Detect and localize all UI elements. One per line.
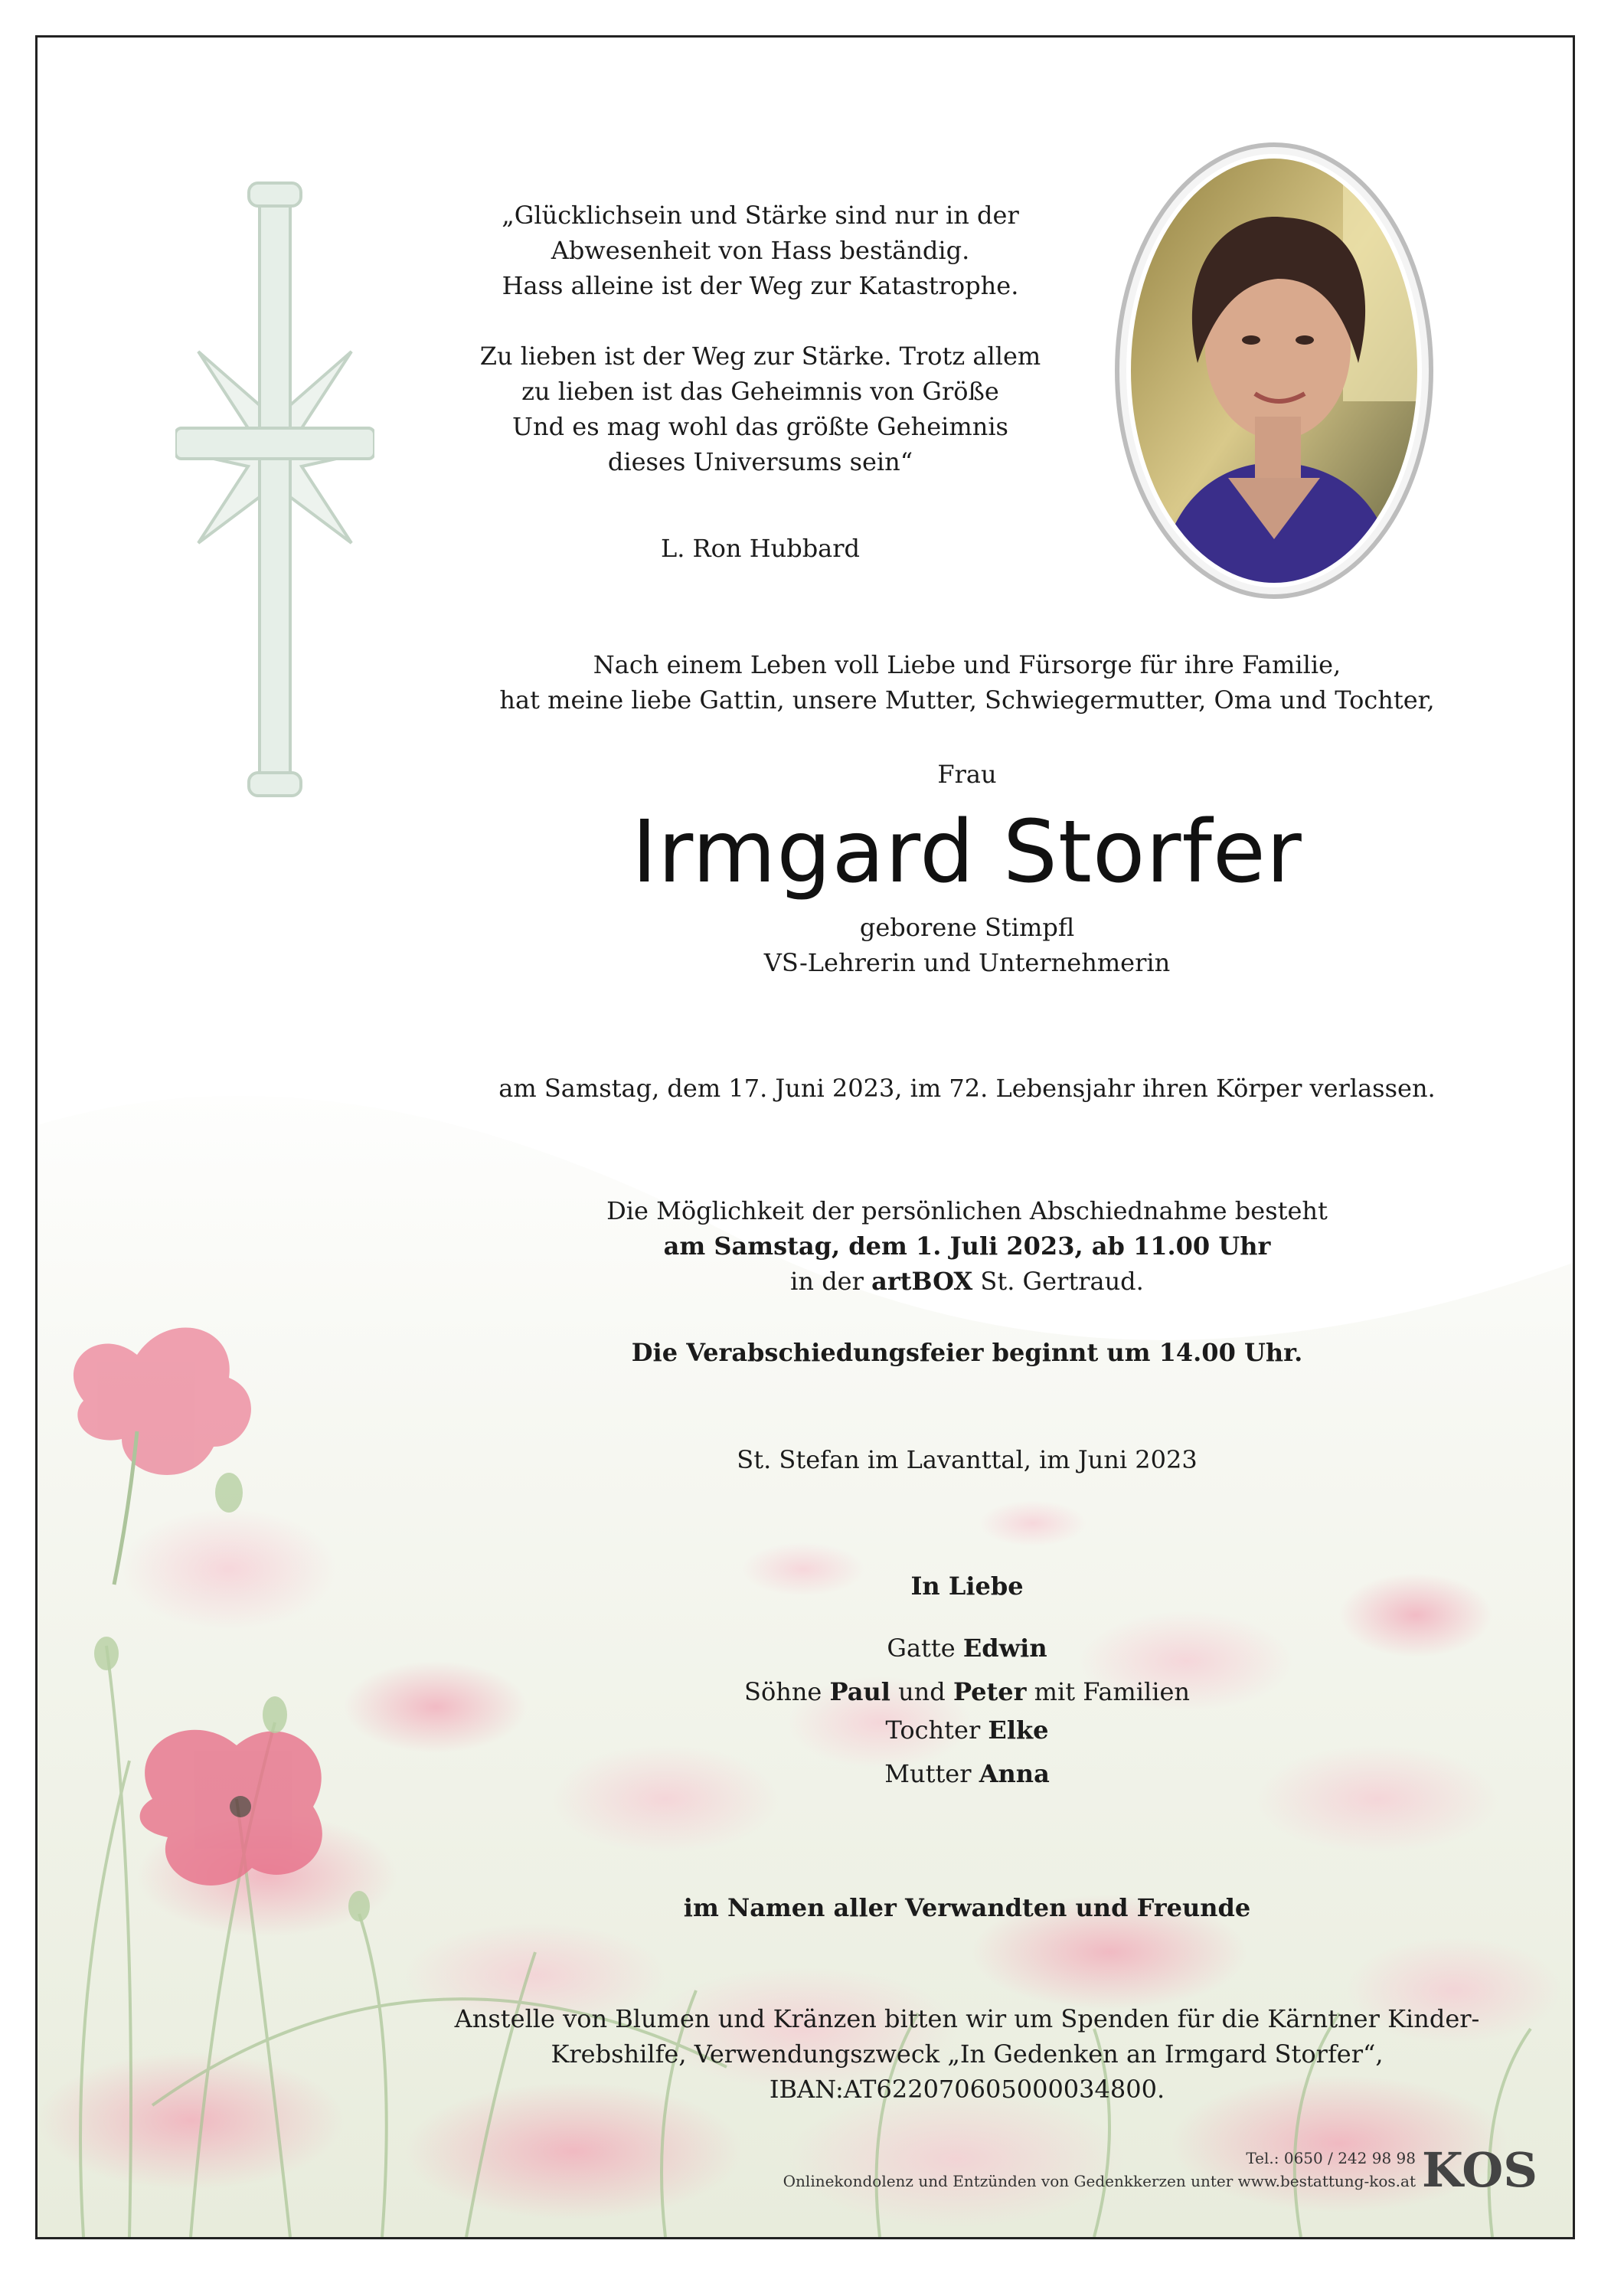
mourner-daughter — [584, 1711, 1350, 1749]
quote-line: zu lieben ist das Geheimnis von Größe — [521, 377, 999, 406]
mourner-name: Peter — [953, 1677, 1027, 1706]
salutation: Frau — [937, 760, 997, 789]
relation-label: Söhne — [744, 1677, 822, 1706]
mourners-heading: In Liebe — [910, 1572, 1024, 1601]
quote-block — [431, 198, 1090, 515]
intro-line: Nach einem Leben voll Liebe und Fürsorge für ihre Familie, — [593, 650, 1341, 679]
quote-line: Hass alleine ist der Weg zur Katastrophe. — [502, 271, 1019, 300]
contact-info — [604, 2147, 1416, 2193]
website-note: Onlinekondolenz und Entzünden von Gedenkkerzen unter www.bestattung-kos.at — [783, 2172, 1416, 2190]
donation-line: Krebshilfe, Verwendungszweck „In Gedenken an Irmgard Storfer“, — [551, 2039, 1384, 2069]
quote-line: Und es mag wohl das größte Geheimnis — [512, 412, 1008, 441]
quote-line: Zu lieben ist der Weg zur Stärke. Trotz allem — [479, 342, 1041, 371]
farewell-line-3-suffix: St. Gertraud. — [980, 1267, 1144, 1296]
mourner-name: Edwin — [962, 1634, 1047, 1663]
profession: VS-Lehrerin und Unternehmerin — [763, 948, 1171, 977]
mourner-name: Paul — [829, 1677, 890, 1706]
mourner-spouse — [584, 1624, 1350, 1673]
ceremony-notice: Die Verabschiedungsfeier beginnt um 14.00 Uhr. — [631, 1338, 1303, 1367]
relation-suffix: mit Familien — [1034, 1677, 1190, 1706]
farewell-line-3-prefix: in der — [790, 1267, 864, 1296]
mourners-list — [584, 1624, 1350, 1798]
farewell-line-1: Die Möglichkeit der persönlichen Abschiednahme besteht — [606, 1196, 1328, 1225]
mourner-name: Anna — [979, 1759, 1050, 1788]
quote-author: L. Ron Hubbard — [660, 534, 861, 563]
donation-line: IBAN:AT622070605000034800. — [769, 2075, 1165, 2104]
intro-text — [431, 647, 1503, 718]
farewell-venue: artBOX — [871, 1267, 973, 1296]
relation-label: Tochter — [885, 1715, 981, 1745]
parte-page — [35, 35, 1575, 2239]
death-notice: am Samstag, dem 17. Juni 2023, im 72. Lebensjahr ihren Körper verlassen. — [498, 1074, 1436, 1103]
donation-line: Anstelle von Blumen und Kränzen bitten wir um Spenden für die Kärntner Kinder- — [454, 2004, 1480, 2033]
donation-request — [431, 2001, 1503, 2107]
portrait-photo — [1113, 141, 1435, 600]
place-and-date: St. Stefan im Lavanttal, im Juni 2023 — [737, 1445, 1198, 1474]
intro-line: hat meine liebe Gattin, unsere Mutter, Schwiegermutter, Oma und Tochter, — [499, 685, 1435, 715]
cross-icon — [175, 175, 374, 803]
kos-logo: KOS — [1422, 2142, 1538, 2198]
conjunction: und — [898, 1677, 946, 1706]
relatives-line: im Namen aller Verwandten und Freunde — [683, 1893, 1251, 1922]
quote-paragraph-2 — [431, 339, 1090, 479]
farewell-info — [431, 1193, 1503, 1299]
quote-line: „Glücklichsein und Stärke sind nur in der — [502, 201, 1019, 230]
relation-label: Gatte — [887, 1634, 956, 1663]
quote-line: dieses Universums sein“ — [607, 447, 913, 476]
phone-number: Tel.: 0650 / 242 98 98 — [1246, 2149, 1416, 2167]
maiden-and-profession — [661, 910, 1273, 980]
mourner-sons — [584, 1673, 1350, 1711]
farewell-date: am Samstag, dem 1. Juli 2023, ab 11.00 Uhr — [663, 1231, 1271, 1261]
quote-paragraph-1 — [431, 198, 1090, 303]
deceased-name: Irmgard Storfer — [632, 803, 1302, 902]
maiden-name: geborene Stimpfl — [859, 913, 1075, 942]
mourner-mother — [584, 1749, 1350, 1798]
mourner-name: Elke — [988, 1715, 1049, 1745]
quote-line: Abwesenheit von Hass beständig. — [551, 236, 970, 265]
relation-label: Mutter — [884, 1759, 972, 1788]
